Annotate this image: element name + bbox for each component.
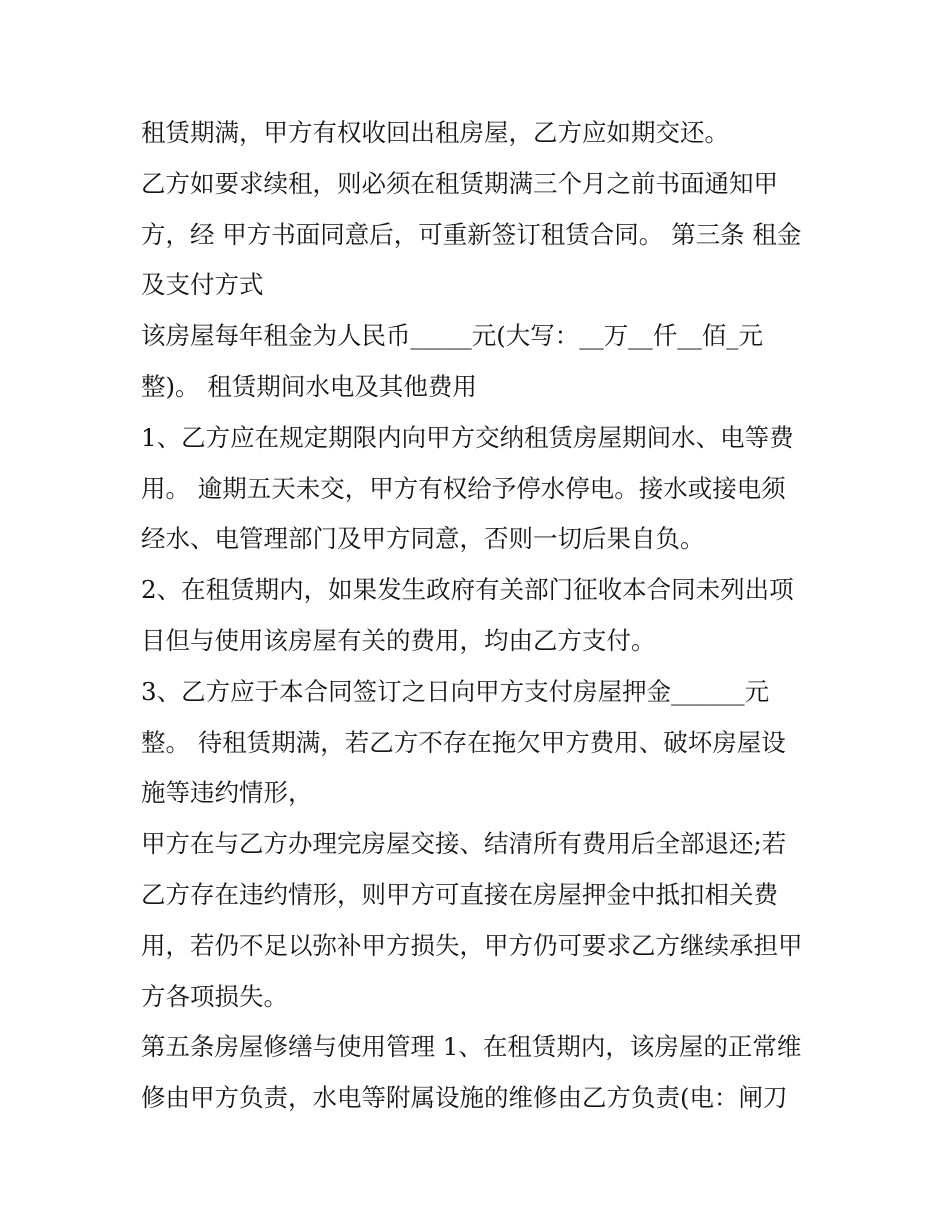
text-line: 3、乙方应于本合同签订之日向甲方支付房屋押金______元 <box>141 676 770 706</box>
text-line: 经水、电管理部门及甲方同意，否则一切后果自负。 <box>141 524 705 554</box>
document-body <box>141 108 821 1124</box>
text-line: 方各项损失。 <box>141 981 288 1011</box>
text-line: 甲方在与乙方办理完房屋交接、结清所有费用后全部退还;若 <box>141 829 787 859</box>
text-line: 及支付方式 <box>141 270 264 300</box>
text-line: 用。 逾期五天未交，甲方有权给予停水停电。接水或接电须 <box>141 473 786 503</box>
text-line: 1、乙方应在规定期限内向甲方交纳租赁房屋期间水、电等费 <box>141 422 794 452</box>
text-line: 目但与使用该房屋有关的费用，均由乙方支付。 <box>141 625 656 655</box>
text-line: 第五条房屋修缮与使用管理 1、在租赁期内，该房屋的正常维 <box>141 1032 802 1062</box>
text-line: 乙方存在违约情形，则甲方可直接在房屋押金中抵扣相关费 <box>141 879 778 909</box>
text-line: 2、在租赁期内，如果发生政府有关部门征收本合同未列出项 <box>141 575 794 605</box>
text-line: 整)。 租赁期间水电及其他费用 <box>141 371 477 401</box>
text-line: 租赁期满，甲方有权收回出租房屋，乙方应如期交还。 <box>141 118 729 147</box>
text-line: 乙方如要求续租，则必须在租赁期满三个月之前书面通知甲 <box>141 168 778 198</box>
text-line: 方，经 甲方书面同意后，可重新签订租赁合同。 第三条 租金 <box>141 219 802 249</box>
text-line: 修由甲方负责，水电等附属设施的维修由乙方负责(电：闸刀 <box>141 1083 788 1113</box>
text-line: 用，若仍不足以弥补甲方损失，甲方仍可要求乙方继续承担甲 <box>141 930 803 960</box>
text-line: 整。 待租赁期满，若乙方不存在拖欠甲方费用、破坏房屋设 <box>141 727 786 757</box>
text-line: 该房屋每年租金为人民币_____元(大写：__万__仟__佰_元 <box>141 321 764 351</box>
text-line: 施等违约情形， <box>141 778 313 808</box>
